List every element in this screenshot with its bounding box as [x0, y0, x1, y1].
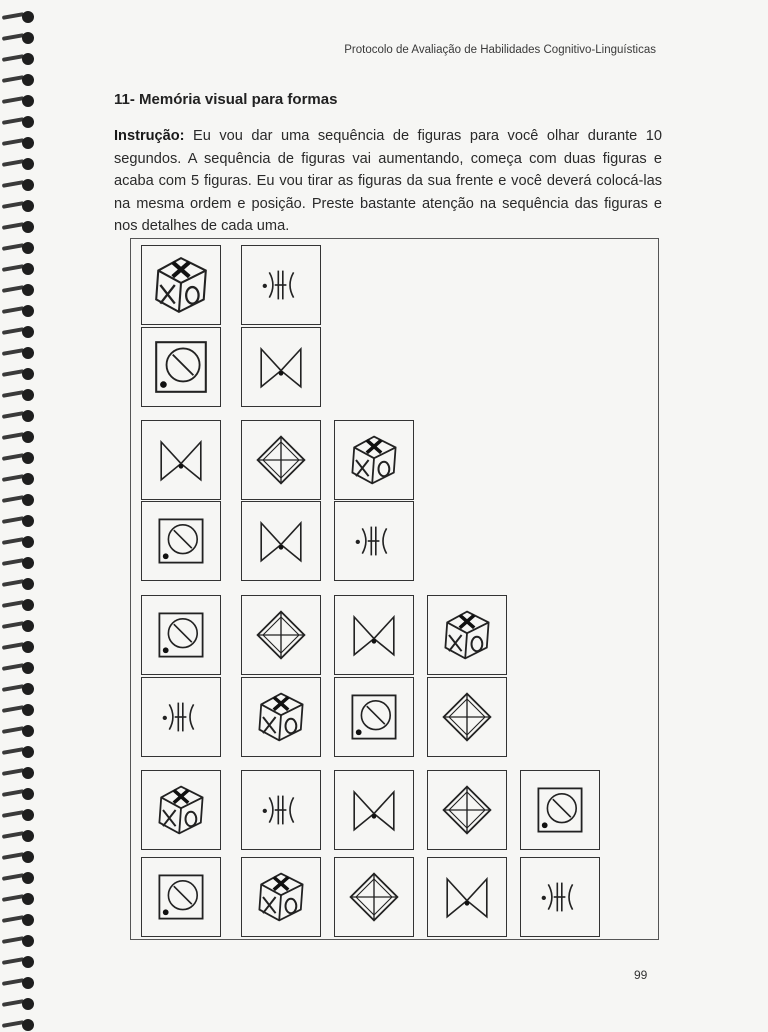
binding-coil — [2, 199, 36, 213]
figure-card-row3-2 — [241, 420, 321, 500]
bowtie-icon — [154, 433, 208, 487]
binding-coil — [2, 955, 36, 969]
binding-coil — [2, 745, 36, 759]
binding-coil — [2, 115, 36, 129]
bowtie-icon — [440, 870, 494, 924]
figure-card-row5-4 — [427, 595, 507, 675]
square-circle-icon — [154, 870, 208, 924]
binding-coil — [2, 976, 36, 990]
binding-coil — [2, 724, 36, 738]
binding-coil — [2, 262, 36, 276]
binding-coil — [2, 31, 36, 45]
figure-card-row5-1 — [141, 595, 221, 675]
bowtie-icon — [347, 608, 401, 662]
binding-coil — [2, 913, 36, 927]
diamond-icon — [254, 608, 308, 662]
instruction-label: Instrução: — [114, 128, 185, 144]
figure-card-row6-3 — [334, 677, 414, 757]
figure-card-row7-2 — [241, 770, 321, 850]
binding-coil — [2, 871, 36, 885]
cube-xo-icon — [150, 254, 212, 316]
square-circle-icon — [150, 336, 212, 398]
figure-card-row7-3 — [334, 770, 414, 850]
binding-coil — [2, 892, 36, 906]
cube-xo-icon — [254, 870, 308, 924]
binding-coil — [2, 934, 36, 948]
cube-xo-icon — [254, 690, 308, 744]
figure-card-row8-5 — [520, 857, 600, 937]
binding-coil — [2, 10, 36, 24]
instruction-paragraph — [114, 125, 662, 238]
square-circle-icon — [533, 783, 587, 837]
binding-coil — [2, 283, 36, 297]
binding-coil — [2, 493, 36, 507]
dotted-brackets-icon — [533, 870, 587, 924]
binding-coil — [2, 451, 36, 465]
diamond-icon — [440, 690, 494, 744]
binding-coil — [2, 787, 36, 801]
figure-card-row8-2 — [241, 857, 321, 937]
bowtie-icon — [347, 783, 401, 837]
figure-card-row5-2 — [241, 595, 321, 675]
binding-coil — [2, 304, 36, 318]
figure-card-row8-4 — [427, 857, 507, 937]
dotted-brackets-icon — [254, 783, 308, 837]
figure-card-row1-2 — [241, 245, 321, 325]
binding-coil — [2, 1018, 36, 1032]
figure-card-row4-3 — [334, 501, 414, 581]
figure-card-row7-5 — [520, 770, 600, 850]
binding-coil — [2, 325, 36, 339]
binding-coil — [2, 94, 36, 108]
binding-coil — [2, 640, 36, 654]
binding-coil — [2, 367, 36, 381]
binding-coil — [2, 829, 36, 843]
square-circle-icon — [154, 608, 208, 662]
instruction-text: Eu vou dar uma sequência de figuras para você olhar durante 10 segundos. A sequência de figuras vai aumentando, começa com duas figuras e acaba com 5 figuras. Eu vou tirar as figuras da sua frente e você deverá colocá-las na mesma ordem e posição. Preste bastante atenção na sequência das figuras e nos detalhes de cada uma. — [114, 128, 662, 235]
binding-coil — [2, 766, 36, 780]
figure-card-row6-1 — [141, 677, 221, 757]
bowtie-icon — [254, 514, 308, 568]
figure-card-row6-4 — [427, 677, 507, 757]
binding-coil — [2, 808, 36, 822]
square-circle-icon — [347, 690, 401, 744]
binding-coil — [2, 388, 36, 402]
binding-coil — [2, 430, 36, 444]
binding-coil — [2, 220, 36, 234]
page-number: 99 — [634, 968, 648, 982]
cube-xo-icon — [347, 433, 401, 487]
square-circle-icon — [154, 514, 208, 568]
binding-coil — [2, 535, 36, 549]
binding-coil — [2, 52, 36, 66]
diamond-icon — [347, 870, 401, 924]
figure-card-row3-3 — [334, 420, 414, 500]
binding-coil — [2, 577, 36, 591]
binding-coil — [2, 157, 36, 171]
binding-coil — [2, 997, 36, 1011]
figure-card-row7-1 — [141, 770, 221, 850]
spiral-binding — [0, 0, 38, 1024]
dotted-brackets-icon — [347, 514, 401, 568]
binding-coil — [2, 472, 36, 486]
binding-coil — [2, 136, 36, 150]
binding-coil — [2, 556, 36, 570]
binding-coil — [2, 619, 36, 633]
section-title: 11- Memória visual para formas — [114, 91, 338, 108]
binding-coil — [2, 703, 36, 717]
diamond-icon — [254, 433, 308, 487]
figure-card-row8-1 — [141, 857, 221, 937]
figure-card-row2-1 — [141, 327, 221, 407]
cube-xo-icon — [440, 608, 494, 662]
figure-card-row3-1 — [141, 420, 221, 500]
binding-coil — [2, 73, 36, 87]
binding-coil — [2, 409, 36, 423]
figure-card-row4-2 — [241, 501, 321, 581]
figure-card-row4-1 — [141, 501, 221, 581]
figure-card-row6-2 — [241, 677, 321, 757]
figure-card-row1-1 — [141, 245, 221, 325]
figure-card-row5-3 — [334, 595, 414, 675]
binding-coil — [2, 850, 36, 864]
figure-card-row8-3 — [334, 857, 414, 937]
dotted-brackets-icon — [154, 690, 208, 744]
binding-coil — [2, 178, 36, 192]
dotted-brackets-icon — [254, 258, 308, 312]
cube-xo-icon — [154, 783, 208, 837]
figure-card-row7-4 — [427, 770, 507, 850]
binding-coil — [2, 346, 36, 360]
binding-coil — [2, 514, 36, 528]
binding-coil — [2, 241, 36, 255]
binding-coil — [2, 661, 36, 675]
running-header: Protocolo de Avaliação de Habilidades Cognitivo-Linguísticas — [344, 44, 656, 56]
figure-sequences-frame — [130, 238, 659, 940]
bowtie-icon — [254, 340, 308, 394]
diamond-icon — [440, 783, 494, 837]
binding-coil — [2, 598, 36, 612]
binding-coil — [2, 682, 36, 696]
figure-card-row2-2 — [241, 327, 321, 407]
